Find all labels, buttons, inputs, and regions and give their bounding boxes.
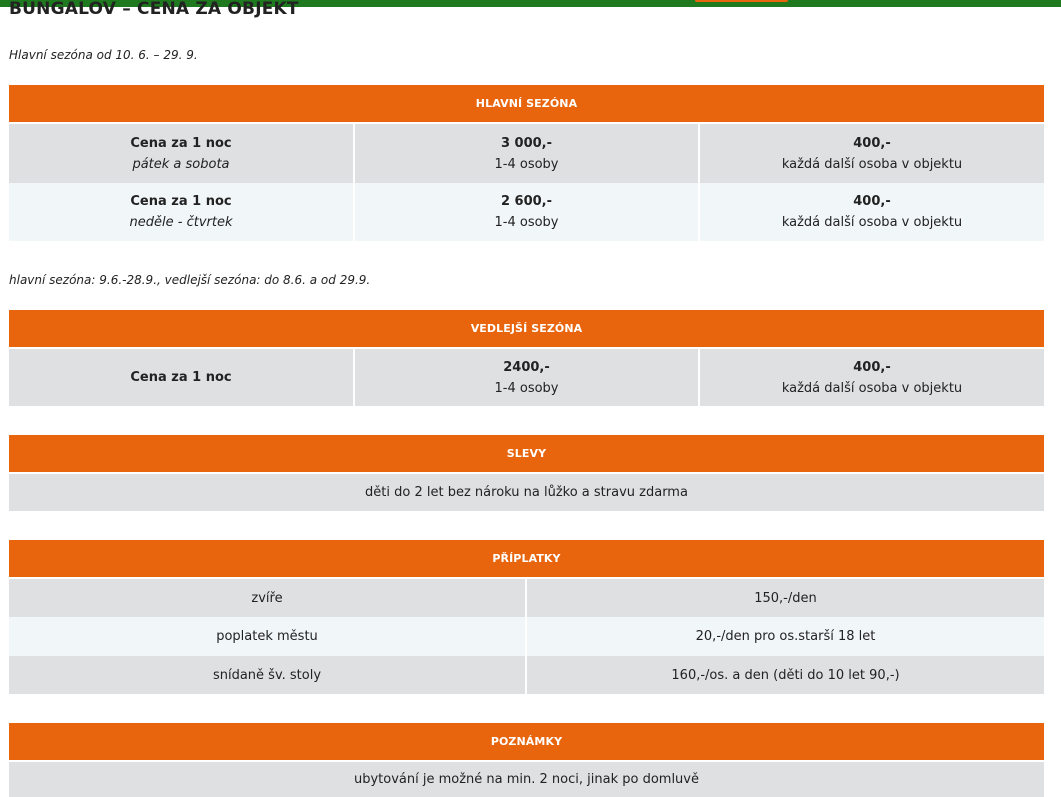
surcharges-header: PŘÍPLATKY [9, 540, 1044, 578]
season-dates-note: hlavní sezóna: 9.6.-28.9., vedlejší sezóna: do 8.6. a od 29.9. [9, 273, 371, 287]
page-title: BUNGALOV – CENA ZA OBJEKT [9, 0, 299, 19]
discount-text: děti do 2 let bez nároku na lůžko a stravu zdarma [9, 473, 1044, 511]
extra-person-cell [699, 123, 1044, 183]
price-note: 1-4 osoby [494, 380, 559, 396]
price-cell [354, 348, 699, 406]
surcharges-table [9, 540, 1044, 694]
price-note: 1-4 osoby [494, 156, 559, 172]
notes-header: POZNÁMKY [9, 723, 1044, 761]
night-price-label: Cena za 1 noc [130, 370, 232, 385]
night-price-label: Cena za 1 noc [130, 135, 232, 151]
table-row [9, 617, 1044, 656]
main-season-header: HLAVNÍ SEZÓNA [9, 85, 1044, 123]
price-value: 2 600,- [500, 194, 553, 209]
extra-price-value: 400,- [853, 194, 891, 209]
price-value: 2400,- [503, 359, 550, 375]
table-row [9, 473, 1044, 511]
table-row [9, 348, 1044, 406]
days-label: pátek a sobota [132, 156, 230, 172]
notes-table [9, 723, 1044, 797]
table-row [9, 761, 1044, 797]
table-row [9, 578, 1044, 617]
surcharge-item: poplatek městu [9, 617, 526, 656]
surcharge-item: zvíře [9, 578, 526, 617]
discounts-table [9, 435, 1044, 511]
extra-price-note: každá další osoba v objektu [781, 156, 963, 172]
discounts-header: SLEVY [9, 435, 1044, 473]
price-value: 3 000,- [500, 135, 553, 151]
table-row [9, 656, 1044, 694]
extra-price-note: každá další osoba v objektu [781, 215, 963, 230]
surcharge-price: 160,-/os. a den (děti do 10 let 90,-) [526, 656, 1044, 694]
surcharge-price: 150,-/den [526, 578, 1044, 617]
price-note: 1-4 osoby [494, 215, 559, 230]
main-season-table [9, 85, 1044, 241]
off-season-header: VEDLEJŠÍ SEZÓNA [9, 310, 1044, 348]
table-row [9, 183, 1044, 241]
days-label: neděle - čtvrtek [129, 215, 233, 230]
extra-price-value: 400,- [853, 359, 891, 375]
price-cell [354, 183, 699, 241]
extra-price-value: 400,- [853, 135, 891, 151]
active-nav-tab-indicator[interactable] [695, 0, 788, 2]
extra-price-note: každá další osoba v objektu [781, 380, 963, 396]
row-label-cell [9, 183, 354, 241]
surcharge-item: snídaně šv. stoly [9, 656, 526, 694]
extra-person-cell [699, 348, 1044, 406]
main-season-note: Hlavní sezóna od 10. 6. – 29. 9. [9, 48, 198, 62]
row-label-cell [9, 123, 354, 183]
price-cell [354, 123, 699, 183]
night-price-label: Cena za 1 noc [130, 194, 232, 209]
table-row [9, 123, 1044, 183]
extra-person-cell [699, 183, 1044, 241]
row-label-cell [9, 348, 354, 406]
surcharge-price: 20,-/den pro os.starší 18 let [526, 617, 1044, 656]
off-season-table [9, 310, 1044, 406]
notes-text: ubytování je možné na min. 2 noci, jinak po domluvě [9, 761, 1044, 797]
